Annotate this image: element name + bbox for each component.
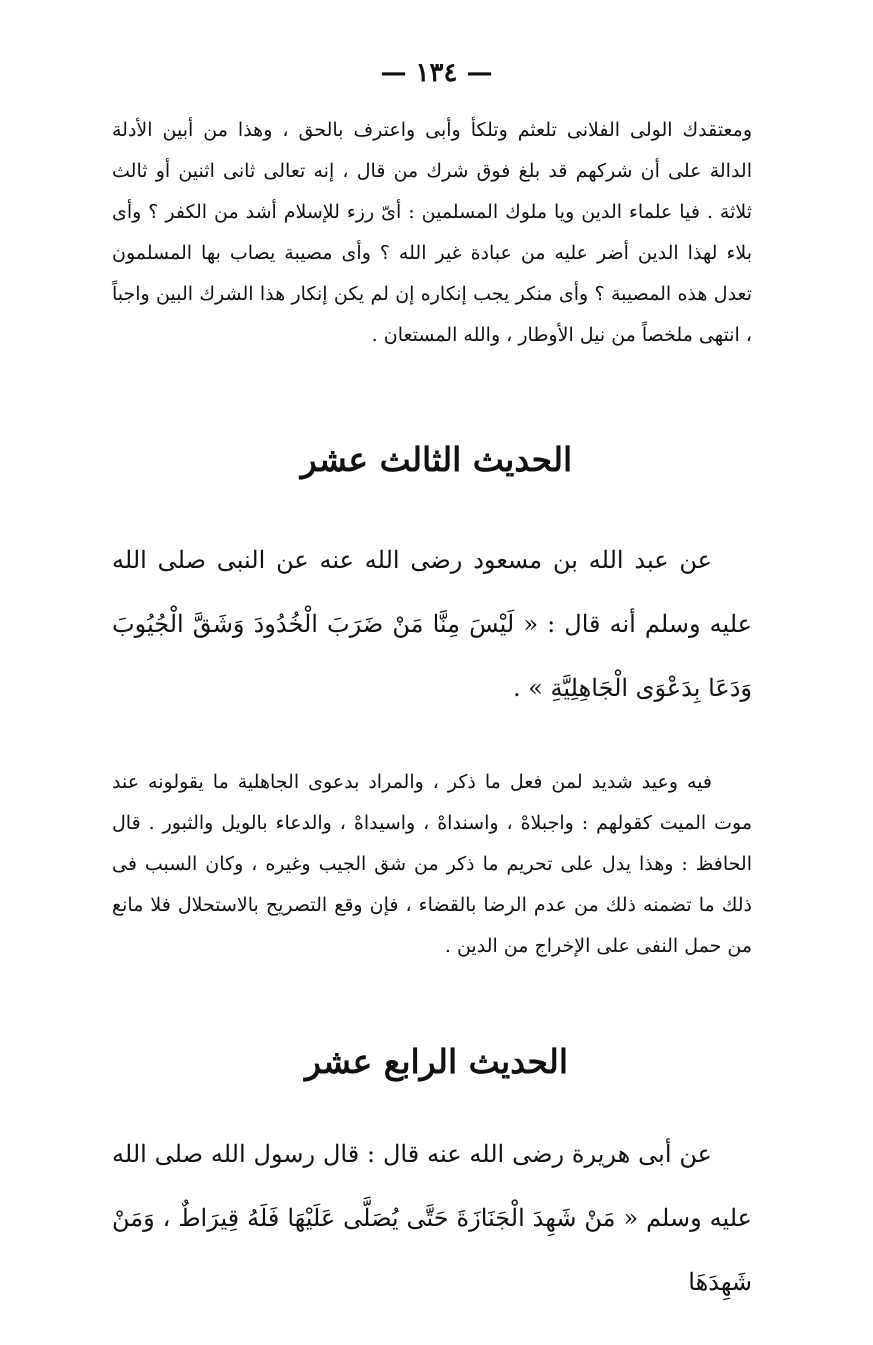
section-heading-14: الحديث الرابع عشر [304,1042,569,1081]
page-number: — ١٣٤ — [380,58,493,88]
intro-paragraph: ومعتقدك الولى الفلانى تلعثم وتلكأ وأبى واعترف بالحق ، وهذا من أبين الأدلة الدالة على أن شركهم قد بلغ فوق شرك من قال ، إنه تعالى ثانى اثنين أو ثالث ثلاثة . فيا علماء الدين ويا ملوك المسلمين : أىّ رزء للإسلام أشد من الكفر ؟ وأى بلاء لهذا الدين أضر عليه من عبادة غير الله ؟ وأى مصيبة يصاب بها المسلمون تعدل هذه المصيبة ؟ وأى منكر يجب إنكاره إن لم يكن إنكار هذا الشرك البين واجباً ، انتهى ملخصاً من نيل الأوطار ، والله المستعان . [112,119,752,346]
hadith-14-block [112,1122,752,1314]
section-heading-13: الحديث الثالث عشر [300,440,573,479]
hadith-13-block [112,528,752,720]
hadith-14-text: عن أبى هريرة رضى الله عنه قال : قال رسول الله صلى الله عليه وسلم « مَنْ شَهِدَ الْجَنَازَةَ حَتَّى يُصَلَّى عَلَيْهَا فَلَهُ قِيرَاطٌ ، وَمَنْ شَهِدَهَا [112,1140,752,1296]
commentary-13-text: فيه وعيد شديد لمن فعل ما ذكر ، والمراد بدعوى الجاهلية ما يقولونه عند موت الميت كقولهم : واجبلاهْ ، واسنداهْ ، واسيداهْ ، والدعاء بالويل والثبور . قال الحافظ : وهذا يدل على تحريم ما ذكر من شق الجيب وغيره ، وكان السبب فى ذلك ما تضمنه ذلك من عدم الرضا بالقضاء ، فإن وقع التصريح بالاستحلال فلا مانع من حمل النفى على الإخراج من الدين . [112,771,753,957]
intro-paragraph-block [112,110,752,356]
commentary-13-block [112,762,752,967]
hadith-13-text: عن عبد الله بن مسعود رضى الله عنه عن النبى صلى الله عليه وسلم أنه قال : « لَيْسَ مِنَّا مَنْ ضَرَبَ الْخُدُودَ وَشَقَّ الْجُيُوبَ وَدَعَا بِدَعْوَى الْجَاهِلِيَّةِ » . [112,546,752,702]
